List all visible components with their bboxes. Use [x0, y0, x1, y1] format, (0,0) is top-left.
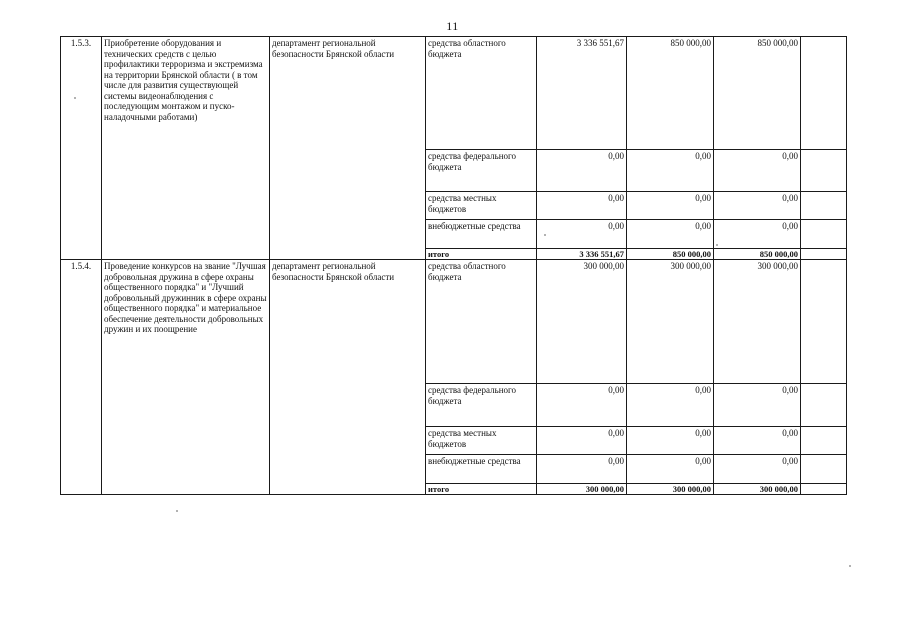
amount-cell: 300 000,00 — [627, 260, 714, 384]
total-amount: 3 336 551,67 — [537, 249, 627, 260]
amount-cell: 0,00 — [714, 192, 801, 220]
funding-source: средства местных бюджетов — [426, 192, 537, 220]
empty-cell — [801, 455, 847, 484]
funding-source: средства федерального бюджета — [426, 384, 537, 427]
empty-cell — [801, 192, 847, 220]
scan-speck — [74, 97, 76, 99]
amount-cell: 0,00 — [537, 455, 627, 484]
empty-cell — [801, 384, 847, 427]
total-amount: 850 000,00 — [714, 249, 801, 260]
amount-cell: 0,00 — [627, 150, 714, 192]
amount-cell: 0,00 — [714, 150, 801, 192]
budget-table — [60, 36, 847, 495]
scan-speck — [544, 234, 546, 236]
amount-cell: 0,00 — [627, 384, 714, 427]
empty-cell — [801, 484, 847, 495]
activity-description: Приобретение оборудования и технических средств с целью профилактики терроризма и экстремизма на территории Брянской области ( в том числе для развития существующей системы видеонаблюдения с последующим монтажом и пуско-наладочными работами) — [102, 37, 270, 260]
amount-cell: 0,00 — [627, 220, 714, 249]
total-amount: 300 000,00 — [714, 484, 801, 495]
scan-speck — [849, 565, 851, 567]
scan-speck — [716, 244, 718, 246]
empty-cell — [801, 260, 847, 384]
empty-cell — [801, 220, 847, 249]
scan-speck — [176, 510, 178, 512]
funding-source: внебюджетные средства — [426, 455, 537, 484]
empty-cell — [801, 150, 847, 192]
amount-cell: 0,00 — [714, 427, 801, 455]
amount-cell: 0,00 — [537, 427, 627, 455]
funding-source: средства областного бюджета — [426, 260, 537, 384]
amount-cell: 0,00 — [627, 192, 714, 220]
amount-cell: 850 000,00 — [627, 37, 714, 150]
total-amount: 850 000,00 — [627, 249, 714, 260]
amount-cell: 0,00 — [537, 150, 627, 192]
amount-cell: 3 336 551,67 — [537, 37, 627, 150]
empty-cell — [801, 37, 847, 150]
amount-cell: 850 000,00 — [714, 37, 801, 150]
activity-description: Проведение конкурсов на звание "Лучшая добровольная дружина в сфере охраны общественного порядка" и "Лучший добровольный дружинник в сфере охраны общественного порядка" и материальное обеспечение деятельности добровольных дружин и их поощрение — [102, 260, 270, 495]
amount-cell: 0,00 — [537, 220, 627, 249]
funding-source: внебюджетные средства — [426, 220, 537, 249]
item-number: 1.5.4. — [61, 260, 102, 495]
amount-cell: 0,00 — [714, 220, 801, 249]
item-number: 1.5.3. — [61, 37, 102, 260]
funding-source: средства местных бюджетов — [426, 427, 537, 455]
empty-cell — [801, 427, 847, 455]
table-row — [61, 260, 847, 384]
table-row — [61, 37, 847, 150]
page-number: 11 — [446, 19, 459, 33]
executor-cell: департамент региональной безопасности Брянской области — [270, 37, 426, 260]
amount-cell: 300 000,00 — [714, 260, 801, 384]
total-amount: 300 000,00 — [537, 484, 627, 495]
amount-cell: 0,00 — [714, 384, 801, 427]
amount-cell: 0,00 — [627, 427, 714, 455]
total-label: итого — [426, 484, 537, 495]
amount-cell: 0,00 — [714, 455, 801, 484]
total-label: итого — [426, 249, 537, 260]
executor-cell: департамент региональной безопасности Брянской области — [270, 260, 426, 495]
amount-cell: 0,00 — [537, 384, 627, 427]
amount-cell: 300 000,00 — [537, 260, 627, 384]
empty-cell — [801, 249, 847, 260]
funding-source: средства областного бюджета — [426, 37, 537, 150]
funding-source: средства федерального бюджета — [426, 150, 537, 192]
amount-cell: 0,00 — [537, 192, 627, 220]
total-amount: 300 000,00 — [627, 484, 714, 495]
amount-cell: 0,00 — [627, 455, 714, 484]
